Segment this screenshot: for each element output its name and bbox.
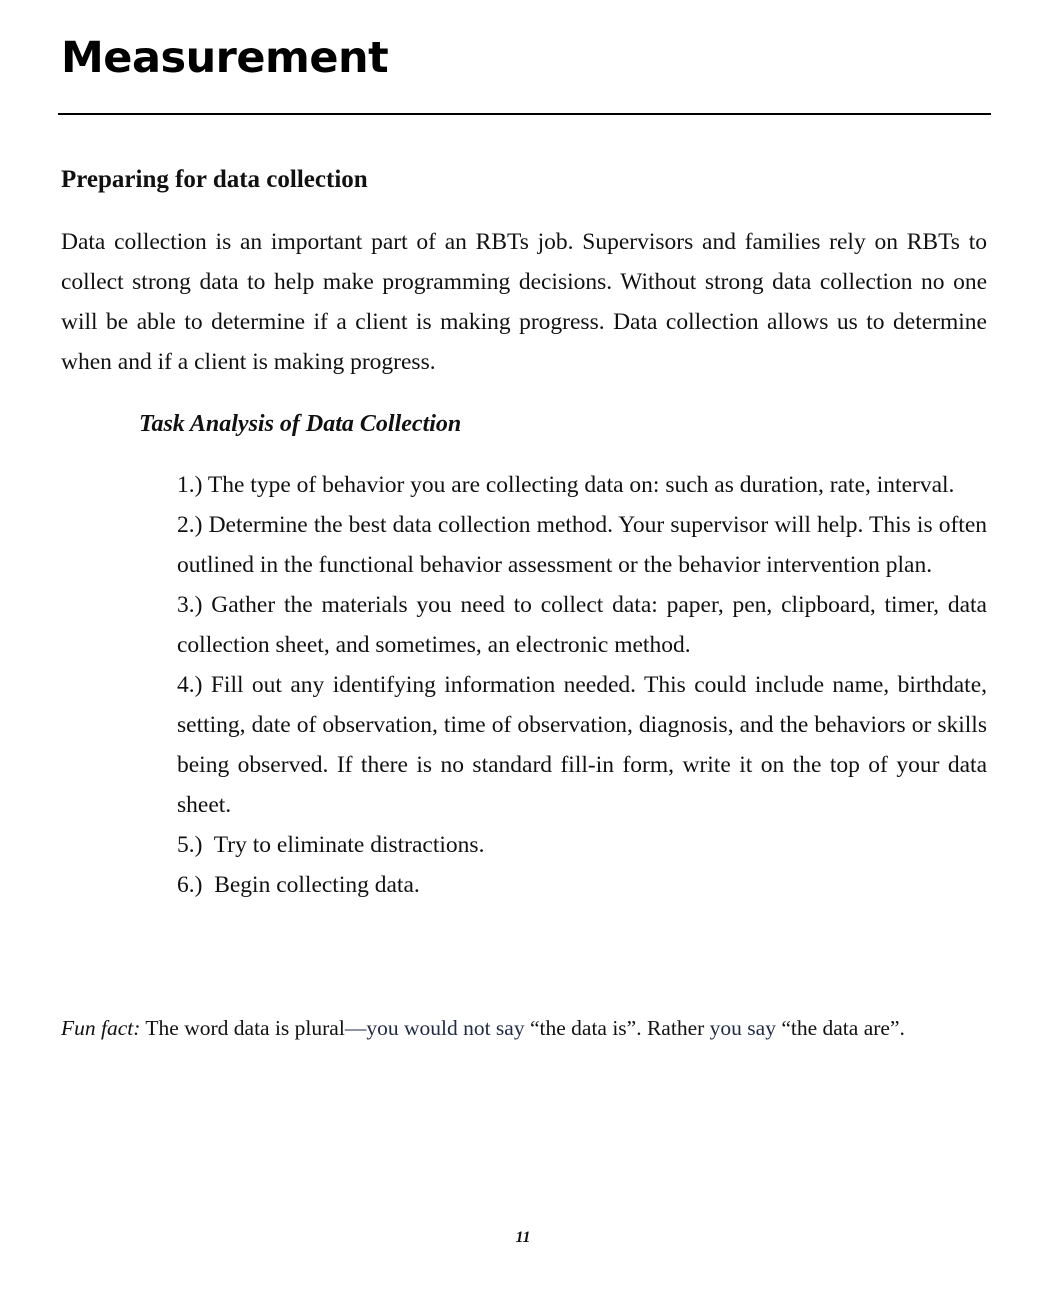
task-step: 2.) Determine the best data collection method. Your supervisor will help. This is often outlined in the functional behavior assessment or the behavior intervention plan. <box>177 512 987 578</box>
task-step: 6.) Begin collecting data. <box>177 872 420 898</box>
fun-fact-text: you say <box>709 1016 782 1040</box>
fun-fact-text: The word data is plural <box>140 1016 345 1040</box>
task-step: 4.) Fill out any identifying information needed. This could include name, birthdate, setting, date of observation, time of observation, diagnosis, and the behaviors or skills being observed. If there is no standard fill-in form, write it on the top of your data sheet. <box>177 672 987 818</box>
task-analysis-list <box>177 465 987 905</box>
fun-fact-label: Fun fact: <box>61 1016 141 1040</box>
section-heading: Preparing for data collection <box>61 166 368 193</box>
fun-fact-text: —you would not say <box>344 1016 530 1040</box>
fun-fact-text: “the data are”. <box>781 1016 905 1040</box>
task-analysis-heading: Task Analysis of Data Collection <box>139 411 462 437</box>
task-step: 5.) Try to eliminate distractions. <box>177 832 485 858</box>
fun-fact-text: “the data is”. Rather <box>529 1016 710 1040</box>
title-divider <box>58 113 991 115</box>
page-number: 11 <box>515 1229 531 1246</box>
task-step: 1.) The type of behavior you are collecting data on: such as duration, rate, interval. <box>177 472 955 498</box>
fun-fact <box>61 1010 905 1046</box>
intro-paragraph: Data collection is an important part of an RBTs job. Supervisors and families rely on RBTs to collect strong data to help make programming decisions. Without strong data collection no one will be able to determine if a client is making progress. Data collection allows us to determine when and if a client is making progress. <box>61 229 987 375</box>
task-step: 3.) Gather the materials you need to collect data: paper, pen, clipboard, timer, data collection sheet, and sometimes, an electronic method. <box>177 592 987 658</box>
page-title: Measurement <box>61 33 389 83</box>
